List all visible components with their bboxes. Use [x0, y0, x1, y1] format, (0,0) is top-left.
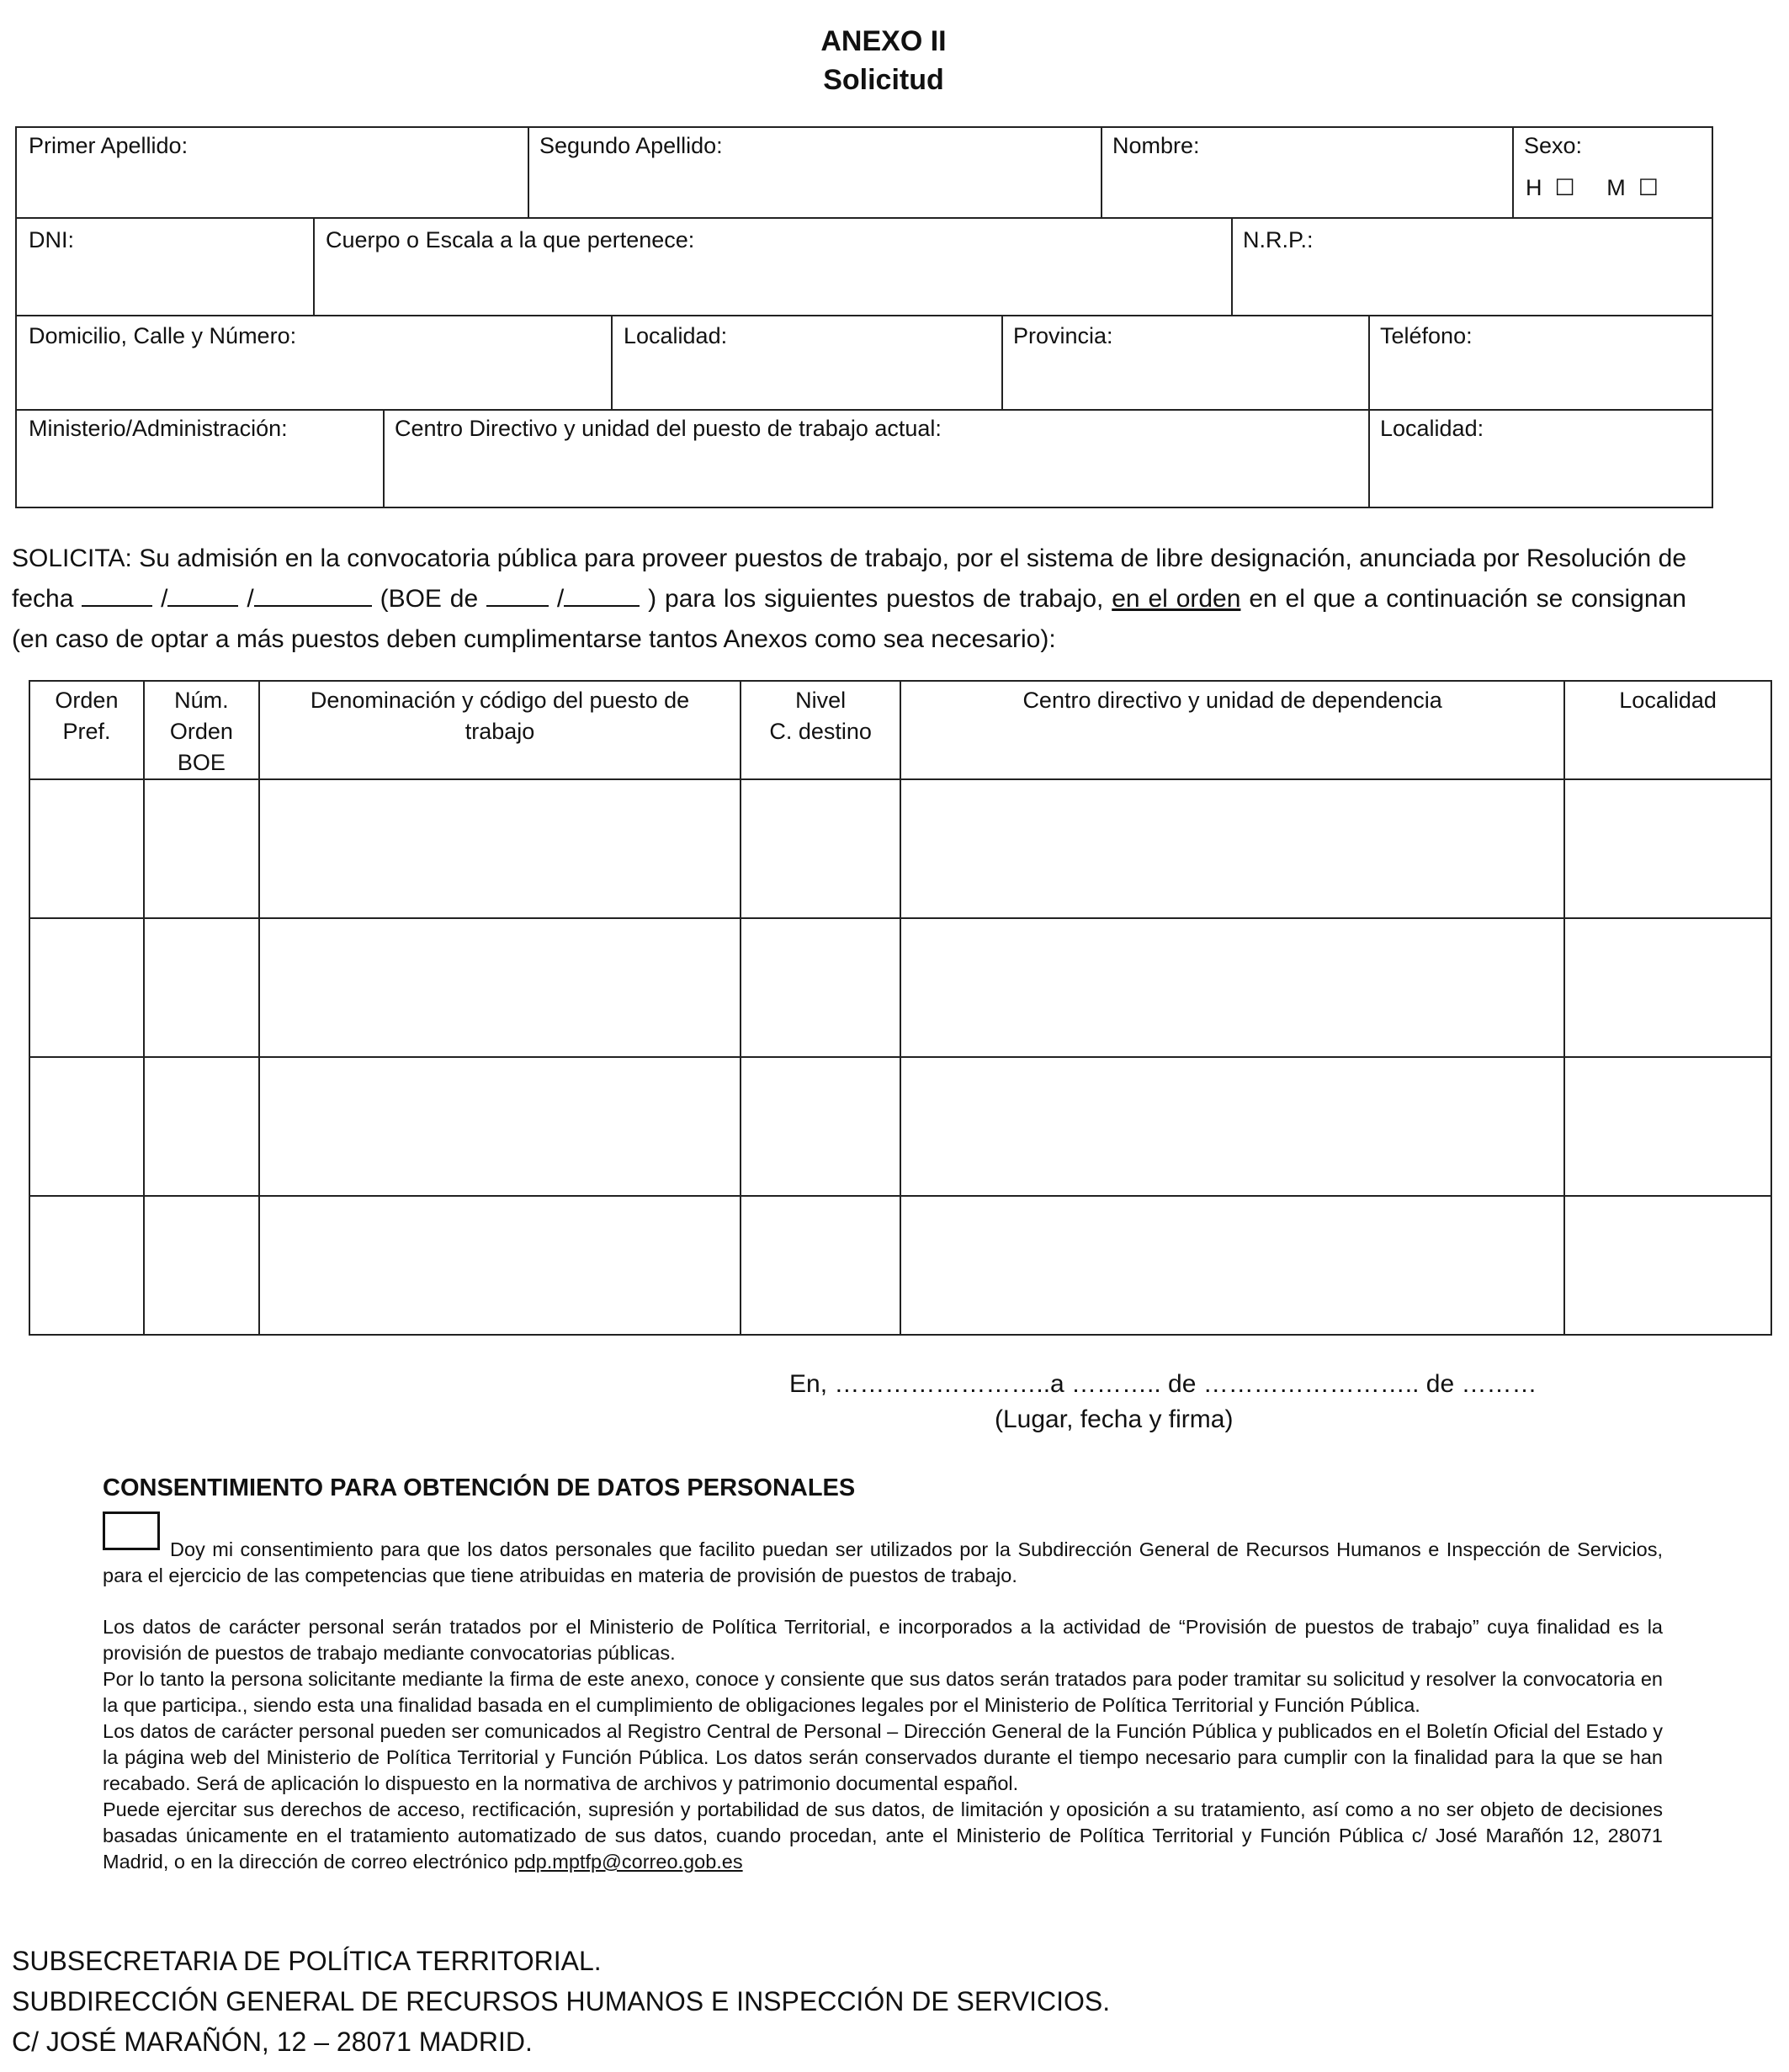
- table-cell[interactable]: [29, 1196, 144, 1335]
- col-localidad: Localidad: [1564, 681, 1771, 779]
- boe-dia-blank[interactable]: [486, 582, 549, 607]
- table-cell[interactable]: [1564, 1196, 1771, 1335]
- posts-table: [29, 680, 1772, 1336]
- signature-line[interactable]: En, ……………………..a ……….. de …………………….. de ………: [789, 1370, 1537, 1398]
- field-centro-directivo[interactable]: Centro Directivo y unidad del puesto de trabajo actual:: [395, 416, 942, 441]
- table-row: [29, 1196, 1771, 1335]
- table-cell[interactable]: [1564, 1057, 1771, 1196]
- solicita-paragraph: SOLICITA: Su admisión en la convocatoria pública para proveer puestos de trabajo, por el sistema de libre designación, anunciada por Resolución de fecha / / (BOE de / ) para los siguientes puestos de trabajo, en el orden en el que a continuación se consignan (en caso de optar a más puestos deben cumplimentarse tantos Anexos como sea necesario):: [12, 545, 1686, 653]
- field-dni[interactable]: DNI:: [29, 227, 74, 252]
- col-denominacion: Denominación y código del puesto de trabajo: [259, 681, 741, 779]
- table-cell[interactable]: [900, 918, 1564, 1057]
- privacy-paragraph-2: Por lo tanto la persona solicitante mediante la firma de este anexo, conoce y consiente que sus datos serán tratados para poder tramitar su solicitud y resolver la convocatoria en la que participa., siendo esta una finalidad basada en el cumplimiento de obligaciones legales por el Ministerio de Política Territorial y Función Pública.: [103, 1668, 1663, 1716]
- field-telefono[interactable]: Teléfono:: [1380, 323, 1473, 348]
- table-cell[interactable]: [29, 918, 144, 1057]
- table-cell[interactable]: [259, 918, 741, 1057]
- table-cell[interactable]: [900, 1196, 1564, 1335]
- col-num-orden-boe: Núm. Orden BOE: [144, 681, 259, 779]
- privacy-text: [103, 1614, 1663, 1875]
- field-cuerpo[interactable]: Cuerpo o Escala a la que pertenece:: [326, 227, 695, 252]
- privacy-paragraph-1: Los datos de carácter personal serán tratados por el Ministerio de Política Territorial, e incorporados a la actividad de “Provisión de puestos de trabajo” cuya finalidad es la provisión de puestos de trabajo mediante convocatorias públicas.: [103, 1616, 1663, 1664]
- boe-mes-blank[interactable]: [564, 582, 640, 607]
- table-cell[interactable]: [29, 1057, 144, 1196]
- table-cell[interactable]: [741, 1196, 900, 1335]
- col-centro-directivo: Centro directivo y unidad de dependencia: [900, 681, 1564, 779]
- field-primer-apellido[interactable]: Primer Apellido:: [29, 133, 188, 158]
- fecha-anio-blank[interactable]: [254, 582, 372, 607]
- table-row: [29, 1057, 1771, 1196]
- table-cell[interactable]: [741, 779, 900, 918]
- field-localidad-2[interactable]: Localidad:: [1380, 416, 1484, 441]
- footer-line-3: C/ JOSÉ MARAÑÓN, 12 – 28071 MADRID.: [12, 2027, 533, 2057]
- signature-caption: (Lugar, fecha y firma): [995, 1405, 1234, 1433]
- footer-line-1: SUBSECRETARIA DE POLÍTICA TERRITORIAL.: [12, 1946, 602, 1976]
- privacy-paragraph-4: Puede ejercitar sus derechos de acceso, rectificación, supresión y portabilidad de sus datos, de limitación y oposición a su tratamiento, así como a no ser objeto de decisiones basadas únicamente en el tratamiento automatizado de sus datos, cuando procedan, ante el Ministerio de Política Territorial y Función Pública c/ José Marañón 12, 28071 Madrid, o en la dirección de correo electrónico pdp.mptfp@correo.gob.es: [103, 1798, 1663, 1873]
- table-cell[interactable]: [259, 779, 741, 918]
- field-localidad[interactable]: Localidad:: [624, 323, 728, 348]
- privacy-paragraph-3: Los datos de carácter personal pueden ser comunicados al Registro Central de Personal – Dirección General de la Función Pública y publicados en el Boletín Oficial del Estado y la página web del Ministerio de Política Territorial y Función Pública. Los datos serán conservados durante el tiempo necesario para cumplir con la finalidad para la que se han recabado. Será de aplicación lo dispuesto en la normativa de archivos y patrimonio documental español.: [103, 1720, 1663, 1794]
- col-nivel: Nivel C. destino: [741, 681, 900, 779]
- field-segundo-apellido[interactable]: Segundo Apellido:: [539, 133, 723, 158]
- fecha-mes-blank[interactable]: [167, 582, 238, 607]
- table-cell[interactable]: [29, 779, 144, 918]
- table-cell[interactable]: [259, 1196, 741, 1335]
- annex-title: ANEXO II: [820, 25, 947, 57]
- field-provincia[interactable]: Provincia:: [1013, 323, 1113, 348]
- field-ministerio[interactable]: Ministerio/Administración:: [29, 416, 288, 441]
- field-nombre[interactable]: Nombre:: [1112, 133, 1200, 158]
- fecha-dia-blank[interactable]: [82, 582, 152, 607]
- table-cell[interactable]: [144, 918, 259, 1057]
- table-row: [29, 779, 1771, 918]
- table-cell[interactable]: [259, 1057, 741, 1196]
- footer-line-2: SUBDIRECCIÓN GENERAL DE RECURSOS HUMANOS E INSPECCIÓN DE SERVICIOS.: [12, 1986, 1111, 2016]
- table-cell[interactable]: [1564, 779, 1771, 918]
- field-nrp[interactable]: N.R.P.:: [1243, 227, 1314, 252]
- consent-checkbox-text: Doy mi consentimiento para que los datos personales que facilito puedan ser utilizados por la Subdirección General de Recursos Humanos e Inspección de Servicios, para el ejercicio de las competencias que tiene atribuidas en materia de provisión de puestos de trabajo.: [103, 1538, 1663, 1586]
- table-row: [29, 918, 1771, 1057]
- posts-table-header: [29, 681, 1771, 779]
- table-cell[interactable]: [741, 918, 900, 1057]
- table-cell[interactable]: [144, 779, 259, 918]
- table-cell[interactable]: [900, 1057, 1564, 1196]
- privacy-email-link[interactable]: pdp.mptfp@correo.gob.es: [513, 1851, 743, 1873]
- table-cell[interactable]: [144, 1196, 259, 1335]
- footer-address: [12, 1941, 1110, 2062]
- table-cell[interactable]: [900, 779, 1564, 918]
- table-cell[interactable]: [144, 1057, 259, 1196]
- table-cell[interactable]: [1564, 918, 1771, 1057]
- field-sexo: Sexo:: [1524, 133, 1583, 158]
- col-orden-pref: Orden Pref.: [29, 681, 144, 779]
- page-subtitle: Solicitud: [823, 64, 944, 96]
- en-el-orden: en el orden: [1112, 585, 1241, 613]
- table-cell[interactable]: [741, 1057, 900, 1196]
- sexo-checkboxes[interactable]: H ☐ M ☐: [1526, 175, 1659, 200]
- consent-title: CONSENTIMIENTO PARA OBTENCIÓN DE DATOS PERSONALES: [103, 1474, 856, 1501]
- field-domicilio[interactable]: Domicilio, Calle y Número:: [29, 323, 297, 348]
